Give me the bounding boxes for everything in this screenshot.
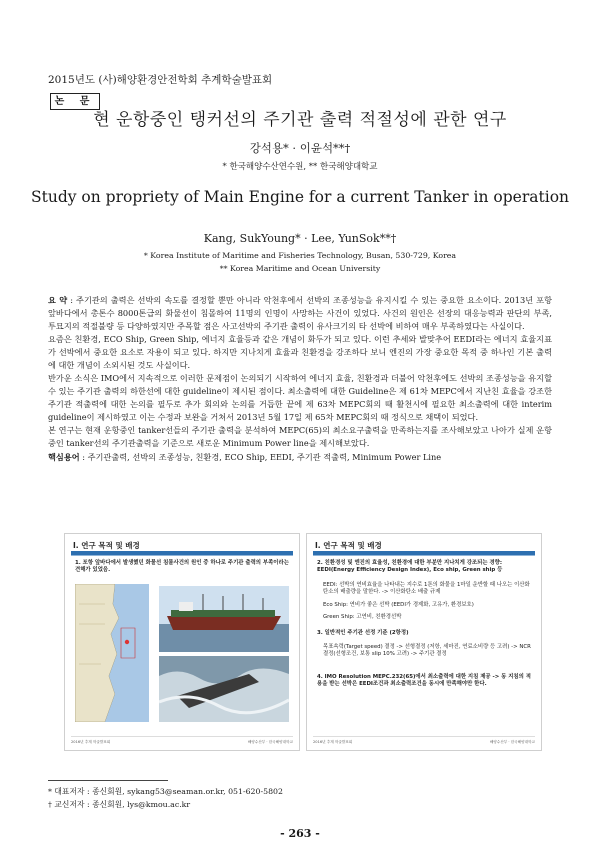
sinking-ship-photo xyxy=(159,656,289,722)
slide-right-bullet-3: Green Ship: 고연비, 친환경선박 xyxy=(323,614,402,620)
korean-affiliations: * 한국해양수산연수원, ** 한국해양대학교 xyxy=(222,162,378,172)
slide-right-heading: I. 연구 목적 및 배경 xyxy=(315,541,382,550)
english-affiliation-1: * Korea Institute of Maritime and Fisheries Technology, Busan, 530-729, Korea xyxy=(143,251,457,260)
slide-left-text: 1. 포항 앞바다에서 발생했던 화물선 침몰사건의 원인 중 하나로 주기관 출력의 부족이라는 견해가 있었음. xyxy=(75,560,289,574)
slide-right-footer-left: 2016년 추계 학술발표회 xyxy=(313,739,353,744)
slide-left-footer-left: 2016년 추계 학술발표회 xyxy=(71,739,111,744)
abstract xyxy=(48,294,552,450)
slide-right-footer xyxy=(313,736,535,746)
cargo-ship-photo xyxy=(159,586,289,652)
english-authors: Kang, SukYoung* · Lee, YunSok**† xyxy=(203,232,397,245)
page-number: - 263 - xyxy=(280,827,320,840)
slide-right-item-4: 4. IMO Resolution MEPC.232(65)에서 최소출력에 대한 지침 제공 -> 동 지침의 적용을 받는 선박은 EEDI조건과 최소출력조건을 동시에 만족해야만 한다. xyxy=(317,674,531,688)
keywords xyxy=(48,452,552,463)
abstract-paragraph-2: 요즘은 친환경, ECO Ship, Green Ship, 에너지 효율등과 같은 개념이 화두가 되고 있다. 이런 추세와 발맞추어 EEDI라는 에너지 효율지표가 선박에서 중요한 요소로 자용이 되고 있다. 하지만 지나치게 효율과 친환경을 강조하다 보니 엔진의 가장 중요한 목적 중 하나인 기본 출력에 대한 개념이 소외시된 것도 사실이다. xyxy=(48,334,552,370)
slide-right xyxy=(306,533,542,751)
slide-left-accent-line xyxy=(71,555,293,556)
paper-type-tag: 논 문 xyxy=(50,93,100,110)
conference-header: 2015년도 (사)해양환경안전학회 추계학술발표회 xyxy=(48,74,273,86)
slide-right-footer-right: 해양수산부 · 한국해양대학교 xyxy=(489,739,535,744)
footnote-co-author: † 교신저자 : 종신회원, lys@kmou.ac.kr xyxy=(48,800,191,809)
abstract-paragraph-4: 본 연구는 현재 운항중인 tanker선들의 주기관 출력을 분석하여 MEPC(65)의 최소요구출력을 만족하는지를 조사해보았고 나아가 실제 운항중인 tanker선의 주기관출력을 기준으로 새로운 Minimum Power line을 제시해보았다. xyxy=(48,425,552,448)
abstract-paragraph-3: 반가운 소식은 IMO에서 지속적으로 이러한 문제점이 논의되기 시작하여 에너지 효율, 친환경과 더불어 악천후에도 선박의 조종성능을 유지할 수 있는 주기관 출력의 하한선에 대한 guideline이 제시된 점이다. 최소출력에 대한 Guideline은 제 61차 MEPC에서 지난친 효율을 강조한 주기관 적출력에 대한 논의를 필두로 추가 회의와 논의를 거듭한 끝에 제 63차 MEPC회의 때 활천시에 필요한 최소출력에 대한 interim guideline이 제시하였고 이는 수정과 보완을 거쳐서 2013년 5월 17일 제 65차 MEPC회의 때 정식으로 채택이 되었다. xyxy=(48,373,552,422)
english-affiliation-2: ** Korea Maritime and Ocean University xyxy=(219,264,381,273)
pohang-map-image xyxy=(75,584,149,722)
abstract-paragraph-1 xyxy=(48,294,552,333)
slide-left-footer xyxy=(71,736,293,746)
slide-right-bullet-1: EEDI: 선박의 연비효율을 나타내는 지수로 1톤의 화물을 1마일 운반할 때 나오는 이산화탄소의 배출량을 말한다. -> 이산화탄소 배출 규제 xyxy=(323,582,530,596)
slide-right-item-2: 2. 친환경성 및 엔진의 효율성, 친환경에 대한 부분만 지나치게 강조되는 경향: EEDI(Energy Efficiency Design Index), Eco ship, Green ship 등 xyxy=(317,560,503,574)
slide-right-bullet-2: Eco Ship: 연비가 좋은 선박 (EEDI가 경제화, 고유가, 환경보호) xyxy=(323,602,474,608)
slide-right-item-3: 3. 일반적인 주기관 선정 기준 (2항정) xyxy=(317,630,409,636)
keywords-text: : 주기관출력, 선박의 조종성능, 친환경, ECO Ship, EEDI, 주기관 적출력, Minimum Power Line xyxy=(79,452,442,462)
english-title: Study on propriety of Main Engine for a current Tanker in operation xyxy=(30,188,570,206)
slide-left-heading: I. 연구 목적 및 배경 xyxy=(73,541,140,550)
slide-right-bullet-4: 목표속력(Target speed) 결정 -> 선형결정 (저항, 세마진, 연료소비량 등 고려) -> NCR 결정(선형조건, 보통 slip 10% 고려) -> 주기관 결정 xyxy=(323,644,531,658)
slide-left xyxy=(64,533,300,751)
slide-left-footer-right: 해양수산부 · 한국해양대학교 xyxy=(247,739,293,744)
abstract-label: 요 약 xyxy=(48,295,68,305)
keywords-label: 핵심용어 xyxy=(48,452,80,462)
korean-title: 현 운항중인 탱커선의 주기관 출력 적절성에 관한 연구 xyxy=(93,110,507,130)
slide-right-accent-line xyxy=(313,555,535,556)
korean-authors: 강석용* · 이윤석**† xyxy=(249,141,351,155)
footnote-corresponding-author: * 대표저자 : 종신회원, sykang53@seaman.or.kr, 051-620-5802 xyxy=(48,787,283,796)
footnote-divider xyxy=(48,780,168,781)
abstract-text-1: : 주기관의 출력은 선박의 속도를 결정할 뿐만 아니라 악천후에서 선박의 조종성능을 유지시킬 수 있는 중요한 요소이다. 2013년 포항 앞바다에서 총톤수 8000톤급의 화물선이 침몰하여 11명의 인명이 사망하는 사건이 있었다. 사건의 원인은 선장의 대응능력과 판단의 부족, 투묘지의 적절불량 등 다양하였지만 주목할 점은 사고선박의 주기관 출력이 유사크기의 타 선박에 비하여 매우 부족하였다는 사실이다. xyxy=(48,295,552,331)
